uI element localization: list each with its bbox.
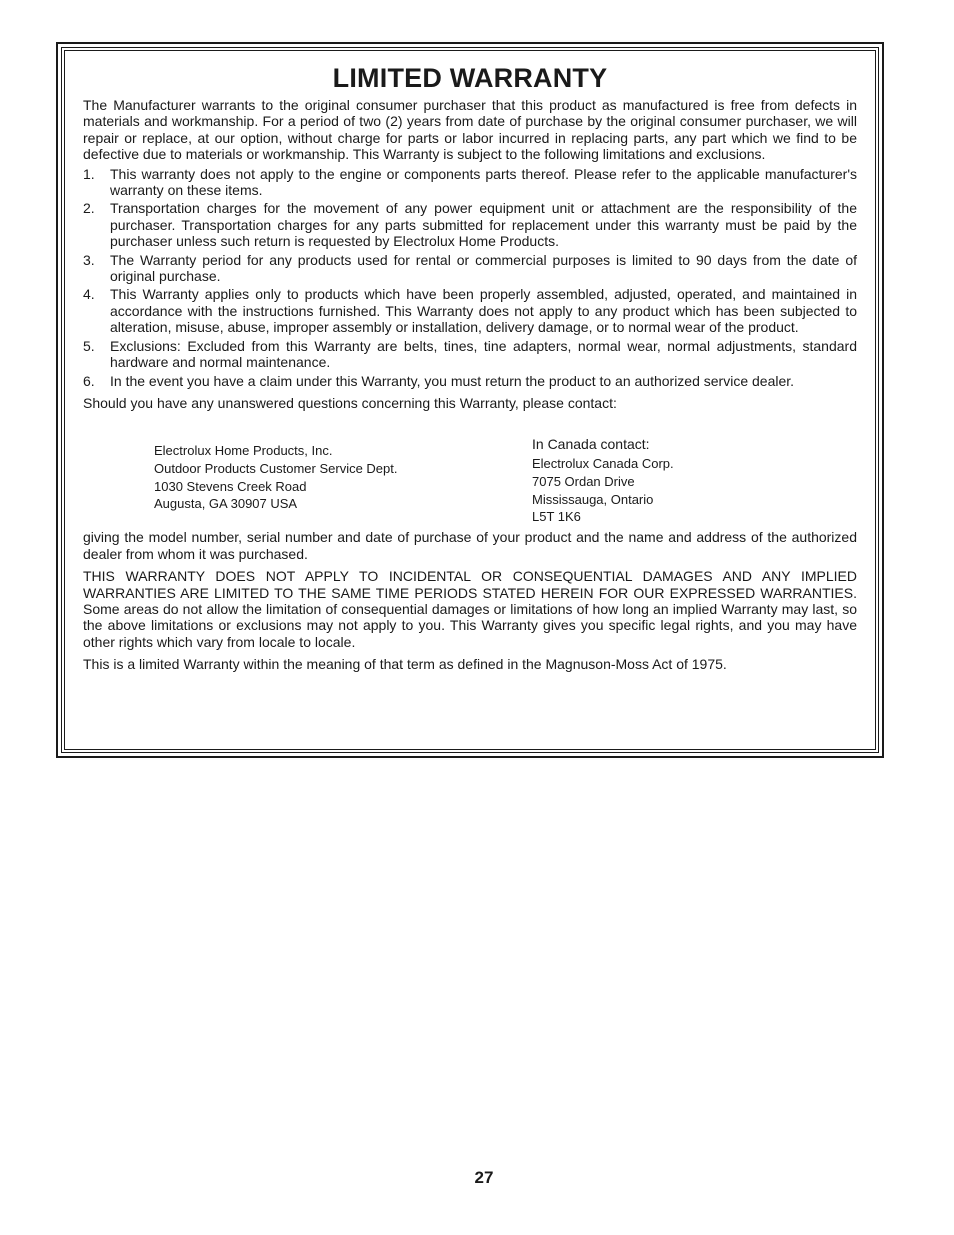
list-item-number: 3. <box>83 251 95 268</box>
list-item-text: Transportation charges for the movement of any power equipment unit or attachment are the responsibility of the purchaser. Transportation charges for any parts submitted for replacement under this warranty must be paid by the purchaser unless such return is requested by Electrolux Home Products. <box>110 200 857 250</box>
intro-paragraph: The Manufacturer warrants to the original consumer purchaser that this product as manufactured is free from defects in materials and workmanship. For a period of two (2) years from date of purchase by the original consumer purchaser, we will repair or replace, at our option, without charge for parts or labor incurred in replacing parts, any part which we find to be defective due to materials or workmanship. This Warranty is subject to the following limitations and exclusions. <box>83 97 857 163</box>
us-address <box>154 442 398 512</box>
warranty-box-border-mid <box>61 47 879 753</box>
warranty-content <box>83 61 857 673</box>
list-item-number: 4. <box>83 286 95 303</box>
list-item-text: In the event you have a claim under this Warranty, you must return the product to an authorized service dealer. <box>110 372 795 389</box>
us-address-line: Electrolux Home Products, Inc. <box>154 443 333 459</box>
us-address-line: Augusta, GA 30907 USA <box>154 496 298 512</box>
warranty-box-border-inner <box>64 50 876 750</box>
page-title: LIMITED WARRANTY <box>332 63 608 93</box>
list-item-number: 6. <box>83 372 95 389</box>
us-address-line: 1030 Stevens Creek Road <box>154 478 307 494</box>
warranty-box <box>56 42 884 758</box>
canada-address-line: 7075 Ordan Drive <box>532 473 635 489</box>
us-address-line: Outdoor Products Customer Service Dept. <box>154 460 398 476</box>
contact-addresses <box>83 411 857 529</box>
list-item-text: The Warranty period for any products used for rental or commercial purposes is limited to 90 days from the date of original purchase. <box>110 251 857 285</box>
list-item-text: This Warranty applies only to products which have been properly assembled, adjusted, operated, and maintained in accordance with the instructions furnished. This Warranty does not apply to any product which has been subjected to alteration, misuse, abuse, improper assembly or installation, delivery damage, or to normal wear of the product. <box>110 286 857 336</box>
list-item <box>83 286 857 335</box>
list-item-text: This warranty does not apply to the engine or components parts thereof. Please refer to the applicable manufacturer's warranty on these items. <box>110 165 857 199</box>
list-item <box>83 166 857 199</box>
page-number: 27 <box>474 1168 494 1187</box>
list-item-text: Exclusions: Excluded from this Warranty are belts, tines, tine adapters, normal wear, normal adjustments, standard hardware and normal maintenance. <box>110 337 857 371</box>
list-item <box>83 373 857 389</box>
contact-details-paragraph: giving the model number, serial number and date of purchase of your product and the name and address of the authorized dealer from whom it was purchased. <box>83 529 857 562</box>
list-item-number: 1. <box>83 165 95 182</box>
list-item-number: 5. <box>83 337 95 354</box>
canada-address-line: Electrolux Canada Corp. <box>532 456 674 472</box>
canada-contact-heading: In Canada contact: <box>532 436 650 453</box>
canada-address <box>532 435 674 525</box>
list-item-number: 2. <box>83 200 95 217</box>
contact-prompt: Should you have any unanswered questions concerning this Warranty, please contact: <box>83 394 617 411</box>
disclaimer-paragraph: THIS WARRANTY DOES NOT APPLY TO INCIDENTAL OR CONSEQUENTIAL DAMAGES AND ANY IMPLIED WARRANTIES ARE LIMITED TO THE SAME TIME PERIODS STATED HEREIN FOR OUR EXPRESSED WARRANTIES. Some areas do not allow the limitation of consequential damages or limitations of how long an implied Warranty may last, so the above limitations or exclusions may not apply to you. This Warranty gives you specific legal rights, and you may have other rights which vary from locale to locale. <box>83 568 857 650</box>
canada-address-line: L5T 1K6 <box>532 509 581 525</box>
magnuson-moss-note: This is a limited Warranty within the meaning of that term as defined in the Magnuson-Moss Act of 1975. <box>83 656 727 673</box>
canada-address-line: Mississauga, Ontario <box>532 491 654 507</box>
list-item <box>83 338 857 371</box>
list-item <box>83 252 857 285</box>
warranty-conditions-list <box>83 166 857 389</box>
list-item <box>83 200 857 249</box>
